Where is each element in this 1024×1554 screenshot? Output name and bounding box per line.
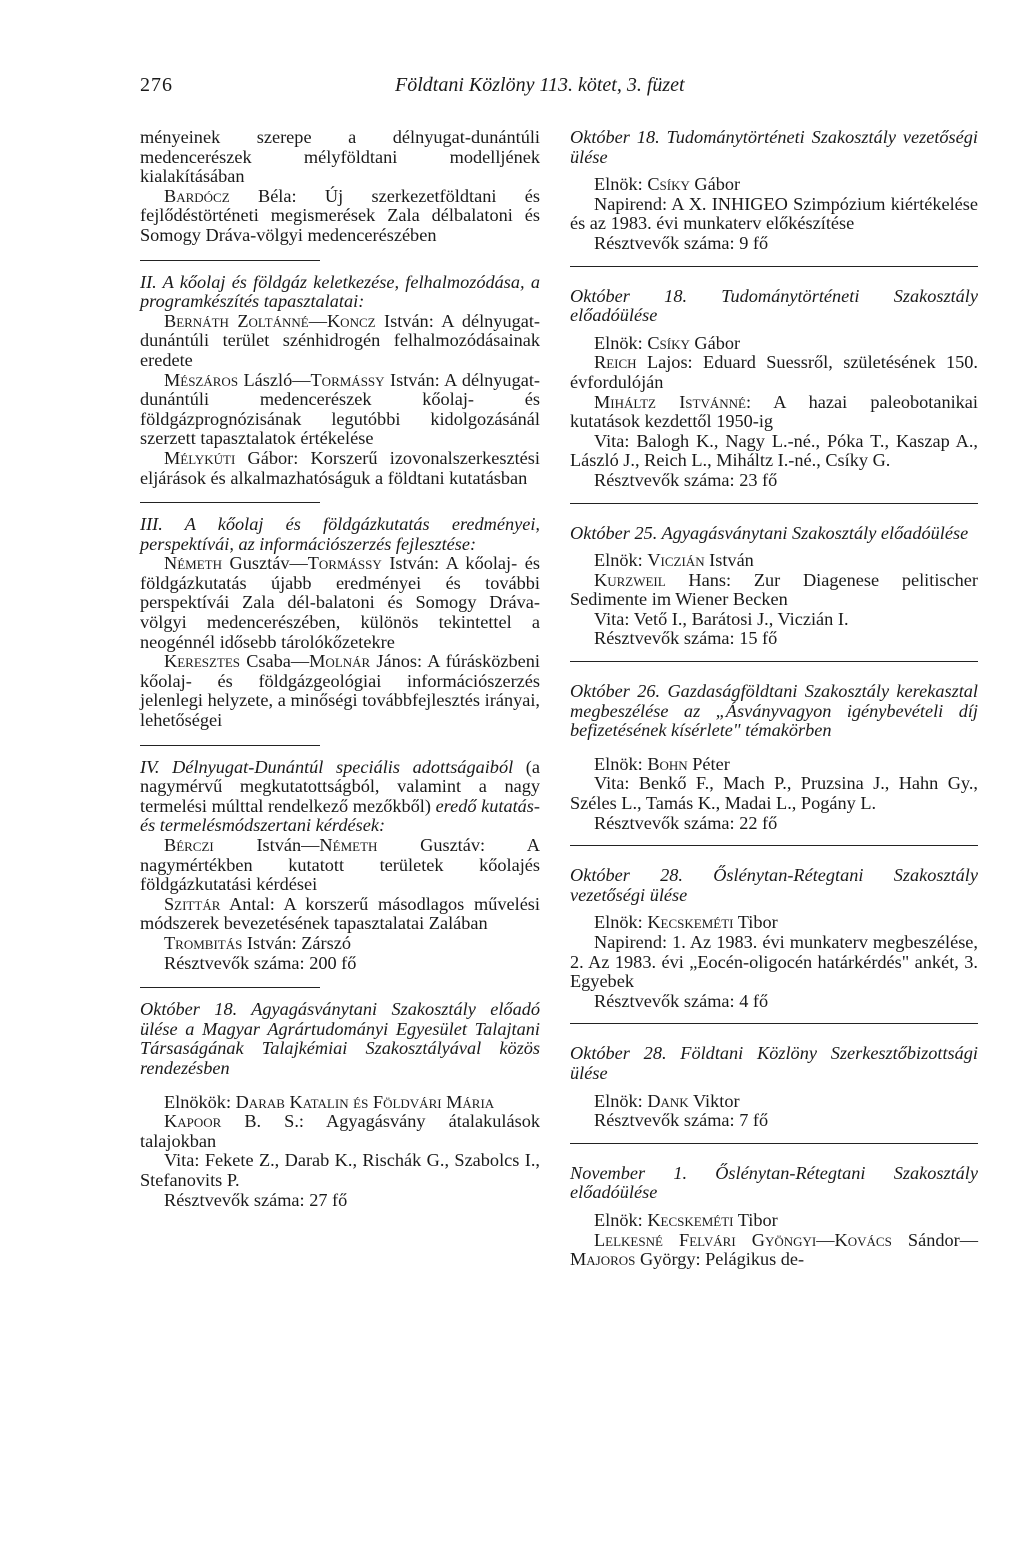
- author-name: Keresztes: [164, 651, 241, 672]
- item-text: B. S.: Agyagásvány átalakulások talajokban: [140, 1111, 540, 1151]
- program-item: [140, 1112, 540, 1151]
- author-name: Mészáros: [164, 369, 239, 390]
- author-name: Kapoor: [164, 1111, 222, 1132]
- chair-label: Elnök:: [594, 332, 648, 353]
- author-name: Molnár: [309, 651, 371, 672]
- program-item: [140, 449, 540, 488]
- item-text: István: A délnyugat-dunántúli terület szénhidrogén felhalmozódásainak eredete: [140, 310, 541, 370]
- spacer: [140, 1079, 540, 1093]
- chair-line: [570, 334, 978, 354]
- item-text: László—: [238, 369, 311, 390]
- chair-label: Elnök:: [594, 912, 648, 933]
- right-column: [570, 128, 978, 1270]
- item-text: Gábor: Korszerű izovonalszerkesztési eljárások és alkalmazhatóságuk a földtani kutatásban: [140, 447, 540, 488]
- author-name: Viczián: [647, 550, 705, 571]
- program-item: [140, 187, 540, 246]
- author-name: Reich: [594, 352, 637, 373]
- section-divider: [140, 260, 320, 261]
- author-name: Kecskeméti: [647, 1209, 734, 1230]
- participant-count: Résztvevők száma: 22 fő: [594, 812, 778, 833]
- participant-count: Résztvevők száma: 27 fő: [164, 1189, 348, 1210]
- chair-label: Elnök:: [594, 1209, 648, 1230]
- participant-count: Résztvevők száma: 15 fő: [594, 628, 778, 649]
- program-item: [140, 836, 540, 895]
- chair-line: [570, 551, 978, 571]
- program-item: [140, 312, 540, 371]
- author-name: Lelkesné Felvári Gyöngyi: [594, 1229, 817, 1250]
- chair-label: Elnök:: [594, 174, 648, 195]
- item-text: István: A délnyugat-dunántúli medencerészek kőolaj- és földgázprognózisának legutóbbi kidolgozásánál szerzett tapasztalatok értékelése: [140, 369, 540, 449]
- section-title-italic: eredő kutatás- és termelésmódszertani kérdések:: [140, 795, 541, 836]
- item-text: Gusztáv—: [221, 553, 308, 574]
- chair-line: [570, 1211, 978, 1231]
- page-header: [140, 74, 940, 104]
- page-number: 276: [140, 74, 173, 96]
- item-text: Gábor: [689, 332, 741, 353]
- item-text: Gábor: [689, 174, 741, 195]
- item-text: Csaba—: [240, 651, 310, 672]
- chair-line: [570, 1092, 978, 1112]
- section-divider: [140, 745, 320, 746]
- author-name: Szittár: [164, 893, 221, 914]
- item-text: Lajos: Eduard Suessről, születésének 150. évfordulóján: [570, 352, 978, 392]
- participant-count: Résztvevők száma: 9 fő: [594, 232, 769, 253]
- item-text: Béla: Új szerkezetföldtani és fejlődéstörténeti megismerések Zala délbalatoni és Somogy Dráva-völgyi medencerészében: [140, 185, 540, 245]
- program-item: [140, 371, 540, 449]
- author-name: Kecskeméti: [647, 912, 734, 933]
- author-name: Csíky: [647, 332, 690, 353]
- program-item: [140, 895, 540, 934]
- meeting-divider: [570, 503, 978, 504]
- meeting-divider: [570, 1143, 978, 1144]
- participant-count: Résztvevők száma: 4 fő: [594, 990, 769, 1011]
- item-text: István: Zárszó: [242, 932, 351, 953]
- item-text: : A hazai paleobotanikai kutatások kezdettől 1950-ig: [570, 391, 979, 432]
- section-title-roman: (a nagymérvű megkutatottságból, valamint a nagy termelési múlttal rendelkező mezőkből): [140, 756, 540, 816]
- section-divider: [140, 502, 320, 503]
- author-name: Tormássy: [307, 553, 382, 574]
- left-column: [140, 128, 540, 1210]
- author-name: Németh: [319, 835, 378, 855]
- meeting-divider: [570, 1023, 978, 1024]
- section-title: II. A kőolaj és földgáz keletkezése, felhalmozódása, a programkészítés tapasztalatai:: [140, 271, 540, 312]
- participant-count: Résztvevők száma: 23 fő: [594, 469, 778, 490]
- author-name: Csíky: [647, 174, 690, 195]
- item-text: Gusztáv: A nagymértékben kutatott területek kőolajés földgázkutatási kérdései: [140, 835, 540, 895]
- author-name: Kurzweil: [594, 569, 666, 590]
- participant-count: Résztvevők száma: 200 fő: [164, 952, 357, 973]
- item-text: István: [704, 550, 754, 571]
- author-name: Bernáth Zoltánné—Koncz: [164, 310, 376, 331]
- author-name: Kovács: [834, 1229, 892, 1250]
- meeting-heading: Október 18. Tudománytörténeti Szakosztály előadóülése: [570, 285, 978, 326]
- item-text: István—: [213, 835, 320, 855]
- author-name: Bohn: [647, 753, 688, 774]
- item-text: Hans: Zur Diagenese pelitischer Sedimente im Wiener Becken: [570, 569, 978, 610]
- program-item: [570, 1231, 978, 1270]
- author-name: Dank: [647, 1090, 689, 1111]
- author-name: Németh: [164, 553, 222, 574]
- chair-line: [140, 1093, 540, 1113]
- meeting-divider: [570, 266, 978, 267]
- section-title: III. A kőolaj és földgázkutatás eredményei, perspektívái, az információszerzés fejlesztése:: [140, 514, 540, 554]
- program-item: [570, 393, 978, 432]
- continued-paragraph: ményeinek szerepe a délnyugat-dunántúli medencerészek mélyföldtani modelljének kialakításában: [140, 127, 540, 187]
- running-title: Földtani Közlöny 113. kötet, 3. füzet: [395, 74, 685, 96]
- item-text: Péter: [687, 753, 730, 774]
- program-item: [570, 571, 978, 610]
- item-text: György: Pelágikus de-: [635, 1249, 805, 1270]
- program-item: [140, 652, 540, 730]
- author-name: Bérczi: [164, 835, 214, 855]
- meeting-heading: Október 28. Őslénytan-Rétegtani Szakosztály vezetőségi ülése: [570, 865, 978, 905]
- author-name: Majoros: [570, 1249, 636, 1270]
- meeting-divider: [570, 661, 978, 662]
- item-text: Antal: A korszerű másodlagos művelési módszerek bevezetésének tapasztalatai Zalában: [140, 893, 540, 934]
- meeting-divider: [570, 845, 978, 846]
- chair-line: [570, 755, 978, 775]
- spacer: [570, 741, 978, 755]
- meeting-heading: Október 18. Tudománytörténeti Szakosztály vezetőségi ülése: [570, 127, 978, 167]
- discussion-line: Vita: Vető I., Barátosi J., Viczián I.: [594, 608, 849, 629]
- agenda-line: Napirend: A X. INHIGEO Szimpózium kiértékelése és az 1983. évi munkaterv előkészítése: [570, 193, 978, 234]
- author-name: Trombitás: [164, 932, 243, 953]
- item-text: János: A fúrásközbeni kőolaj- és földgázgeológiai információszerzés jelenlegi helyzete, a minőségi továbbfejlesztés irányai, lehetőségei: [140, 651, 541, 731]
- participant-count: Résztvevők száma: 7 fő: [594, 1110, 769, 1131]
- chair-label: Elnök:: [594, 753, 648, 774]
- program-item: [570, 353, 978, 392]
- chair-label: Elnökök:: [164, 1091, 236, 1112]
- meeting-heading: Október 25. Agyagásványtani Szakosztály előadóülése: [570, 522, 969, 543]
- chair-line: [570, 175, 978, 195]
- discussion-line: Vita: Benkő F., Mach P., Pruzsina J., Hahn Gy., Széles L., Tamás K., Madai L., Pogány L.: [570, 773, 978, 814]
- item-text: —: [816, 1229, 835, 1250]
- chair-label: Elnök:: [594, 550, 648, 571]
- chair-label: Elnök:: [594, 1090, 648, 1111]
- author-name: Darab Katalin és Földvári Mária: [235, 1091, 495, 1112]
- agenda-line: Napirend: 1. Az 1983. évi munkaterv megbeszélése, 2. Az 1983. évi „Eocén-oligocén határkérdés" ankét, 3. Egyebek: [570, 932, 978, 992]
- item-text: Sándor—: [891, 1229, 978, 1250]
- section-title-italic: IV. Délnyugat-Dunántúl speciális adottságaiból: [140, 756, 514, 777]
- author-name: Tormássy: [310, 369, 385, 390]
- section-title: [140, 758, 540, 836]
- item-text: Tibor: [733, 912, 778, 933]
- program-item: [140, 934, 540, 954]
- discussion-line: Vita: Balogh K., Nagy L.-né., Póka T., Kaszap A., László J., Reich L., Miháltz I.-né., Csíky G.: [570, 430, 978, 471]
- item-text: István: A kőolaj- és földgázkutatás újabb eredményei és további perspektívái Zala dél-balatoni és Somogy Dráva-völgyi medencerészében, különös tekintettel a neogénnél idősebb tárolókőzetekre: [140, 553, 540, 652]
- program-item: [140, 554, 540, 652]
- item-text: Viktor: [688, 1090, 740, 1111]
- chair-line: [570, 913, 978, 933]
- meeting-heading: November 1. Őslénytan-Rétegtani Szakosztály előadóülése: [570, 1162, 978, 1203]
- meeting-heading: Október 26. Gazdaságföldtani Szakosztály kerekasztal megbeszélése az „Ásványvagyon igénybevételi díj befizetésének kísérlete" témakörben: [570, 681, 978, 741]
- discussion-line: Vita: Fekete Z., Darab K., Rischák G., Szabolcs I., Stefanovits P.: [140, 1150, 540, 1190]
- section-divider: [140, 987, 320, 988]
- meeting-heading: Október 28. Földtani Közlöny Szerkesztőbizottsági ülése: [570, 1043, 978, 1083]
- meeting-heading: Október 18. Agyagásványtani Szakosztály előadó ülése a Magyar Agrártudományi Egyesület Talajtani Társaságának Talajkémiai Szakosztályával közös rendezésben: [140, 999, 540, 1078]
- author-name: Miháltz Istvánné: [594, 391, 746, 412]
- author-name: Bardócz: [164, 185, 230, 206]
- author-name: Mélykúti: [164, 447, 236, 468]
- item-text: Tibor: [733, 1209, 778, 1230]
